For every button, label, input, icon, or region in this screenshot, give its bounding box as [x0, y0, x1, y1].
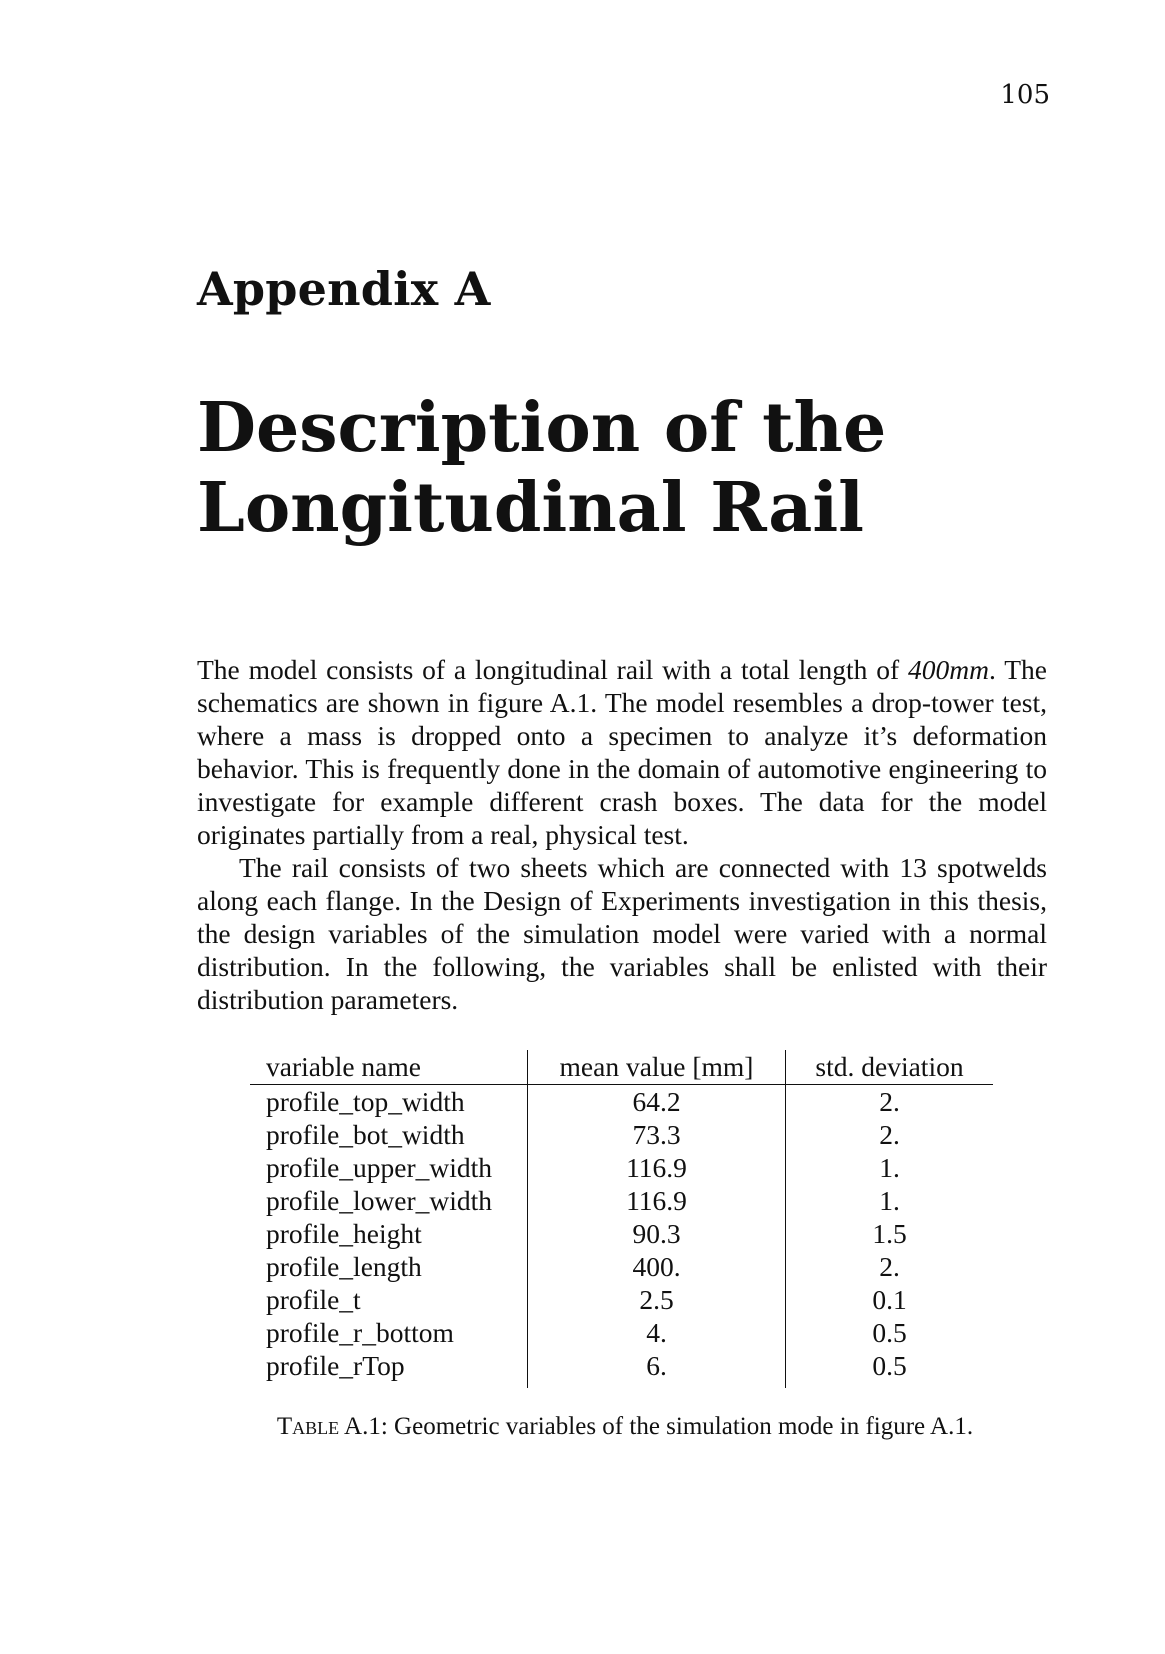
cell-mean-value: 90.3 [528, 1217, 786, 1250]
cell-std-deviation: 1.5 [786, 1217, 994, 1250]
cell-mean-value: 116.9 [528, 1151, 786, 1184]
chapter-title [197, 388, 997, 548]
table-header-row [250, 1050, 993, 1085]
paragraph-1-end: . The schematics are shown in figure A.1. The model resembles a drop-tower test, where a mass is dropped onto a specimen to analyze it’s deformation behavior. This is frequently done in the domain of automotive engineering to investigate for example different crash boxes. The data for the model originates partially from a real, physical test. [197, 654, 1047, 850]
cell-variable-name: profile_length [266, 1251, 422, 1282]
table-row [250, 1250, 993, 1283]
variables-table-wrap [250, 1050, 993, 1388]
cell-variable-name: profile_t [266, 1284, 361, 1315]
cell-mean-value: 73.3 [528, 1118, 786, 1151]
length-math: 400mm [908, 654, 990, 685]
paragraph-1 [197, 653, 1047, 851]
cell-mean-value: 2.5 [528, 1283, 786, 1316]
cell-mean-value: 6. [528, 1349, 786, 1388]
cell-std-deviation: 2. [786, 1250, 994, 1283]
table-row [250, 1283, 993, 1316]
cell-mean-value: 4. [528, 1316, 786, 1349]
body-text [197, 653, 1047, 1016]
cell-mean-value: 400. [528, 1250, 786, 1283]
table-row [250, 1151, 993, 1184]
cell-variable-name: profile_r_bottom [266, 1317, 454, 1348]
cell-variable-name: profile_bot_width [266, 1119, 465, 1150]
variables-table [250, 1050, 993, 1388]
cell-std-deviation: 2. [786, 1085, 994, 1119]
paragraph-1-start: The model consists of a longitudinal rail with a total length of [197, 654, 909, 685]
table-row [250, 1217, 993, 1250]
cell-std-deviation: 0.5 [786, 1349, 994, 1388]
header-mean-value: mean value [mm] [528, 1050, 786, 1085]
chapter-title-line-1: Description of the [197, 388, 887, 468]
paragraph-2: The rail consists of two sheets which are connected with 13 spotwelds along each flange. In the Design of Experiments investigation in this thesis, the design variables of the simulation model were varied with a normal distribution. In the following, the variables shall be enlisted with their distribution parameters. [197, 852, 1047, 1015]
cell-variable-name: profile_top_width [266, 1086, 465, 1117]
page-number: 105 [1000, 80, 1050, 110]
cell-std-deviation: 1. [786, 1151, 994, 1184]
cell-variable-name: profile_rTop [266, 1350, 405, 1381]
cell-variable-name: profile_height [266, 1218, 422, 1249]
cell-mean-value: 64.2 [528, 1085, 786, 1119]
caption-text: : Geometric variables of the simulation mode in figure A.1. [380, 1413, 974, 1440]
table-row [250, 1349, 993, 1388]
cell-std-deviation: 1. [786, 1184, 994, 1217]
table-row [250, 1184, 993, 1217]
cell-variable-name: profile_upper_width [266, 1152, 493, 1183]
chapter-title-line-2: Longitudinal Rail [197, 468, 865, 548]
caption-label: Table A.1 [276, 1413, 381, 1440]
cell-std-deviation: 0.1 [786, 1283, 994, 1316]
table-row [250, 1316, 993, 1349]
table-caption [265, 1410, 985, 1443]
table-row [250, 1118, 993, 1151]
cell-variable-name: profile_lower_width [266, 1185, 493, 1216]
cell-std-deviation: 0.5 [786, 1316, 994, 1349]
appendix-label: Appendix A [197, 262, 491, 316]
header-std-deviation: std. deviation [786, 1050, 994, 1085]
cell-std-deviation: 2. [786, 1118, 994, 1151]
cell-mean-value: 116.9 [528, 1184, 786, 1217]
header-variable-name: variable name [250, 1050, 528, 1085]
table-row [250, 1085, 993, 1119]
